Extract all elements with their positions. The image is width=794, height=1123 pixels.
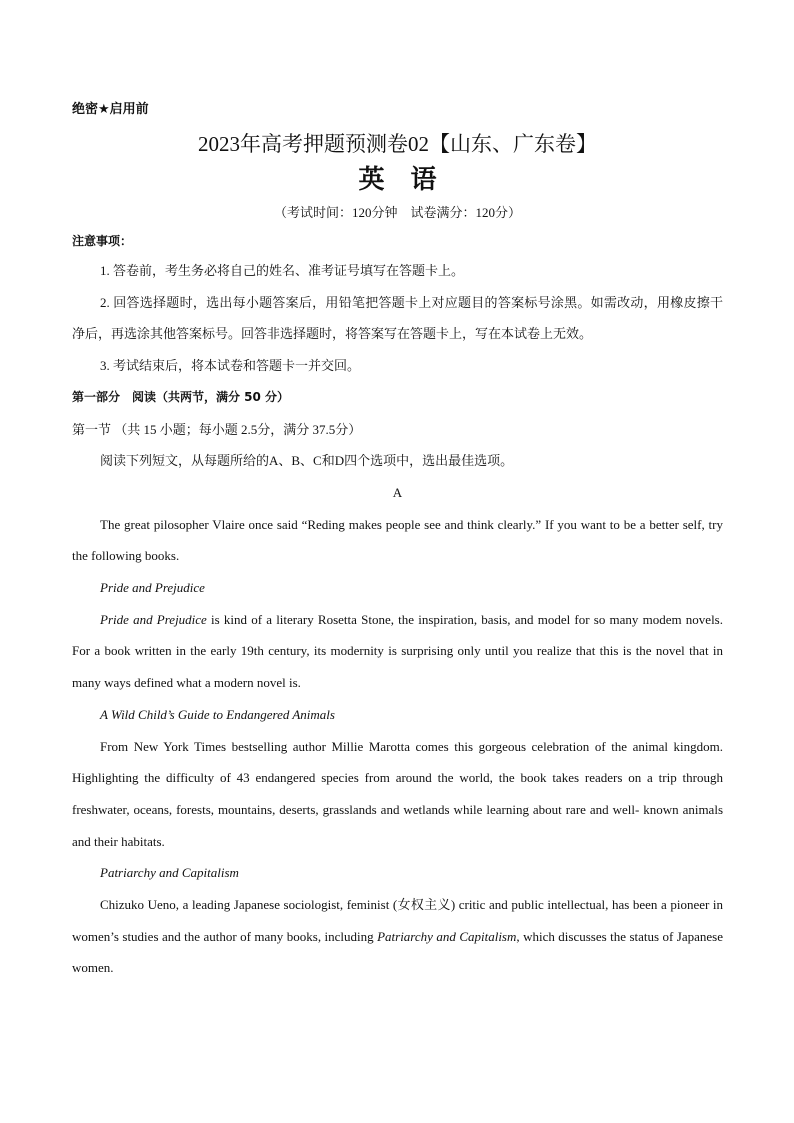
notice-item-2: 2. 回答选择题时，选出每小题答案后，用铅笔把答题卡上对应题目的答案标号涂黑。如需改动，用橡皮擦干净后，再选涂其他答案标号。回答非选择题时，将答案写在答题卡上，写在本试卷上无效。 <box>72 294 723 342</box>
part1-heading: 第一部分 阅读（共两节，满分 50 分） <box>72 389 290 404</box>
exam-page <box>72 100 723 984</box>
exam-time-info: （考试时间：120分钟 试卷满分：120分） <box>273 205 521 220</box>
section1-heading: 第一节 （共 15 小题；每小题 2.5分，满分 37.5分） <box>72 421 362 437</box>
book-3-inline-title: Patriarchy and Capitalism <box>377 928 517 944</box>
notice-item-1: 1. 答卷前，考生务必将自己的姓名、准考证号填写在答题卡上。 <box>100 263 465 278</box>
book-1-description <box>72 604 723 699</box>
subject-title <box>72 159 723 201</box>
notice-title: 注意事项： <box>72 234 133 248</box>
book-1-inline-title: Pride and Prejudice <box>100 611 207 627</box>
book-3-description <box>72 889 723 984</box>
reading-instruction: 阅读下列短文，从每题所给的A、B、C和D四个选项中，选出最佳选项。 <box>100 453 514 469</box>
book-3-body-part2: , which discusses the status of Japanese women. <box>72 928 724 976</box>
book-3-title: Patriarchy and Capitalism <box>100 865 239 881</box>
passage-label: A <box>392 484 403 500</box>
book-1-body: is kind of a literary Rosetta Stone, the inspiration, basis, and model for so many modem novels. For a book written in the early 19th century, its modernity is surprising only until you realize that this is the novel that in many ways defined what a modern novel is. <box>72 611 723 691</box>
passage-intro: The great pilosopher Vlaire once said “Reding makes people see and think clearly.” If you want to be a better self, try the following books. <box>72 516 723 564</box>
subject-char-1: 英 <box>358 165 385 195</box>
notice-item-3: 3. 考试结束后，将本试卷和答题卡一并交回。 <box>100 358 361 374</box>
book-3-body-part1: Chizuko Ueno, a leading Japanese sociologist, feminist (女权主义) critic and public intellectual, has been a pioneer in women’s studies and the author of many books, including <box>72 897 723 944</box>
exam-title: 2023年高考押题预测卷02【山东、广东卷】 <box>198 132 597 156</box>
confidential-label: 绝密★启用前 <box>72 102 149 117</box>
subject-char-2: 语 <box>410 165 437 195</box>
book-2-title: A Wild Child’s Guide to Endangered Animals <box>100 706 335 722</box>
book-1-title: Pride and Prejudice <box>100 580 205 596</box>
book-2-description: From New York Times bestselling author Millie Marotta comes this gorgeous celebration of the animal kingdom. Highlighting the difficulty of 43 endangered species from around the world, the book takes readers on a trip through freshwater, oceans, forests, mountains, deserts, grasslands and wetlands while learning about rare and well- known animals and their habitats. <box>72 738 723 849</box>
